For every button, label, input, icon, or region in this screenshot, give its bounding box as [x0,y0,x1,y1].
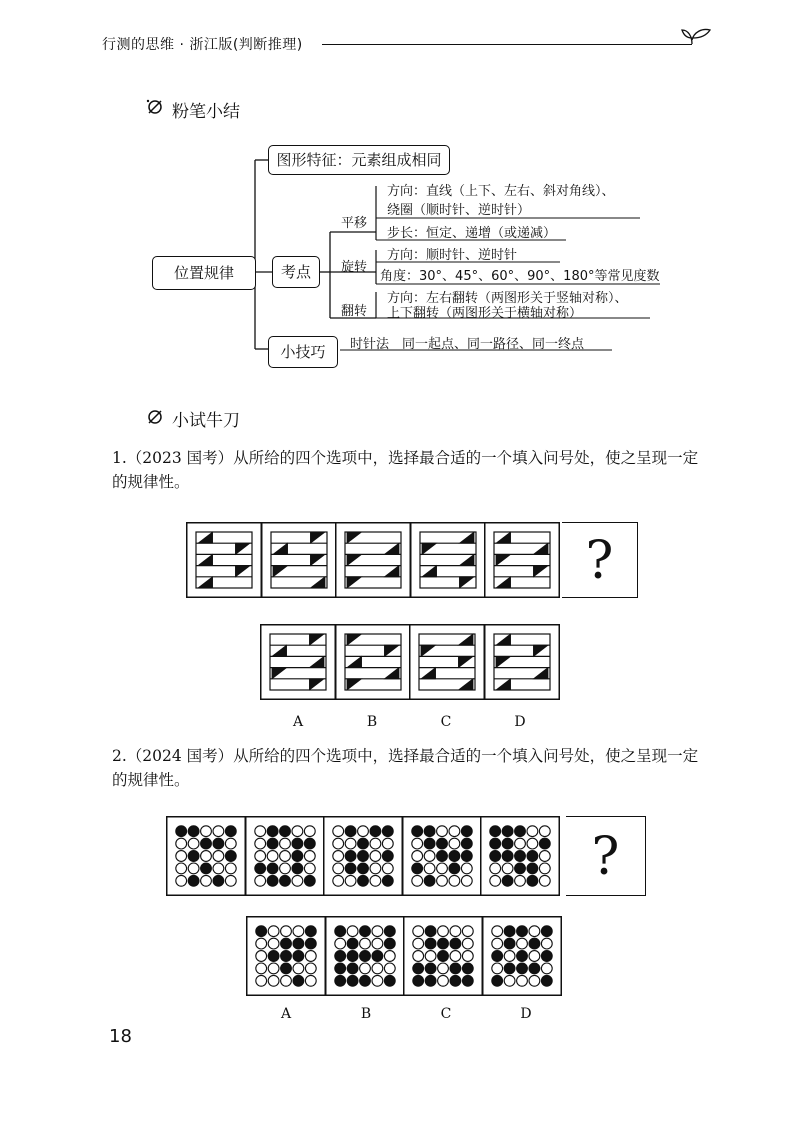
flip-direction-line2: 上下翻转（两图形关于横轴对称） [387,306,583,321]
question-1-stem [186,522,560,598]
question-2-missing: ? [566,816,646,896]
option-label-a[interactable]: A [292,714,304,730]
option-label-c[interactable]: C [440,714,452,730]
translate-step: 步长：恒定、递增（或递减） [387,226,557,241]
option-panel [325,916,405,996]
option-label-d[interactable]: D [520,1006,532,1022]
label-translate: 平移 [341,216,368,231]
question-1-text: 1.（2023 国考）从所给的四个选项中，选择最合适的一个填入问号处，使之呈现一定的规律性。 [112,449,699,491]
rotate-angle: 角度：30°、45°、60°、90°、180°等常见度数 [380,269,660,284]
stem-panel [261,522,337,598]
mind-map-branch-features: 图形特征：元素组成相同 [268,145,450,175]
stem-panel [166,816,246,896]
question-2-options [246,916,562,996]
stem-panel [335,522,411,598]
pencil-icon [146,408,168,426]
option-panel [260,624,336,700]
stem-panel [410,522,486,598]
stem-panel [480,816,560,896]
stem-panel [186,522,262,598]
option-panel [246,916,326,996]
option-panel [403,916,483,996]
option-panel [482,916,562,996]
stem-panel [323,816,403,896]
mind-map-branch-points: 考点 [272,256,320,288]
option-label-b[interactable]: B [366,714,378,730]
option-label-b[interactable]: B [360,1006,372,1022]
stem-panel [402,816,482,896]
summary-title: 粉笔小结 [172,102,240,122]
stem-panel [484,522,560,598]
option-panel [484,624,560,700]
question-1-options [260,624,560,700]
option-panel [335,624,411,700]
option-label-a[interactable]: A [280,1006,292,1022]
question-2-text: 2.（2024 国考）从所给的四个选项中，选择最合适的一个填入问号处，使之呈现一定的规律性。 [112,747,699,789]
question-2-stem [166,816,560,896]
mind-map-branch-tips: 小技巧 [268,336,338,368]
page-number: 18 [109,1026,132,1047]
label-flip: 翻转 [341,304,368,319]
mind-map-root: 位置规律 [152,256,256,290]
translate-direction-line2: 绕圈（顺时针、逆时针） [387,203,531,218]
tip-clock-method: 时针法 同一起点、同一路径、同一终点 [350,337,585,352]
practice-title: 小试牛刀 [172,411,240,431]
option-panel [409,624,485,700]
flip-direction-line1: 方向：左右翻转（两图形关于竖轴对称）、 [387,291,628,306]
option-label-c[interactable]: C [440,1006,452,1022]
label-rotate: 旋转 [341,260,368,275]
stem-panel [245,816,325,896]
question-1-missing: ? [562,522,638,598]
translate-direction-line1: 方向：直线（上下、左右、斜对角线）、 [387,184,615,199]
running-header: 行测的思维 · 浙江版(判断推理) [102,37,303,53]
rotate-direction: 方向：顺时针、逆时针 [387,248,518,263]
option-label-d[interactable]: D [514,714,526,730]
